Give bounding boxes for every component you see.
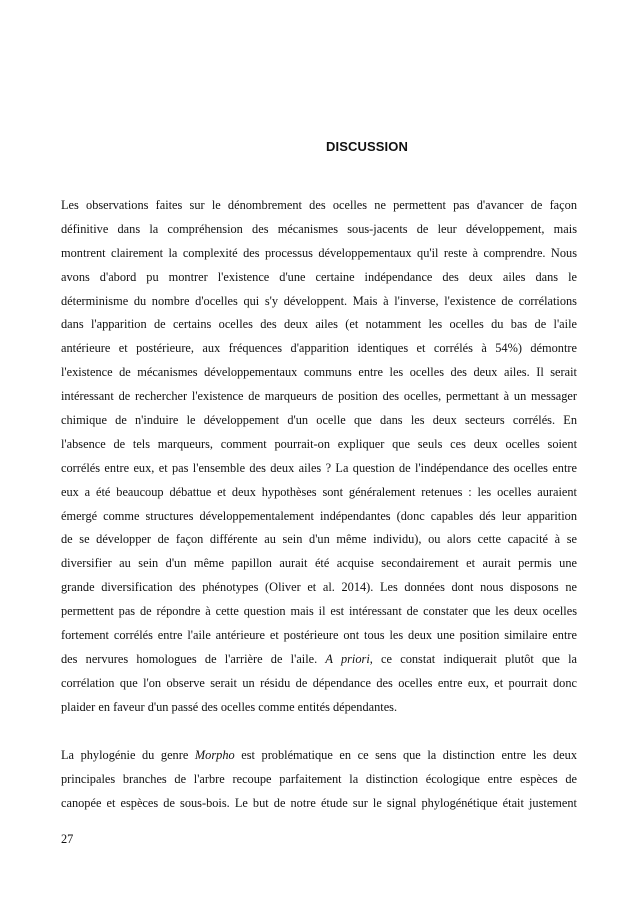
text-line: principales branches de l'arbre recoupe parfaitement la distinction écologique entre espèces de	[61, 771, 577, 786]
text-line: définitive dans la compréhension des mécanismes sous-jacents de leur développement, mais	[61, 221, 577, 236]
text-line	[61, 648, 577, 672]
paragraph-discussion-2	[61, 744, 577, 816]
text-line: déterminisme du nombre d'ocelles qui s'y développent. Mais à l'inverse, l'existence de corrélations	[61, 293, 577, 308]
text-line: de se développer de façon différente au sein d'un même individu), ou alors cette capacité à se	[61, 532, 577, 547]
text-line: l'existence de mécanismes développementaux communs entre les ocelles des deux ailes. Il serait	[61, 365, 577, 380]
page-number: 27	[61, 832, 74, 846]
text-line: antérieure et postérieure, aux fréquences d'apparition identiques et corrélés à 54%) démontre	[61, 341, 577, 356]
text-fragment: des nervures homologues de l'arrière de l'aile.	[61, 651, 326, 666]
italic-genus-morpho: Morpho	[194, 748, 235, 762]
text-line: diversifier au sein d'un même papillon aurait été acquise secondairement et aurait permis une	[61, 556, 577, 571]
text-line: émergé comme structures développementalement indépendantes (donc capables dés leur apparition	[61, 508, 577, 523]
text-fragment: La phylogénie du genre	[61, 748, 195, 762]
section-heading: DISCUSSION	[326, 139, 408, 154]
paragraph-discussion-1	[61, 194, 577, 720]
text-line: intéressant de rechercher l'existence de marqueurs de position des ocelles, permettant à un messager	[61, 389, 577, 404]
text-line: corrélation que l'on observe serait un résidu de dépendance des ocelles entre eux, et pourrait donc	[61, 675, 577, 690]
text-fragment: , ce constat indiquerait plutôt que la	[369, 651, 577, 666]
text-line: Les observations faites sur le dénombrement des ocelles ne permettent pas d'avancer de façon	[61, 198, 577, 212]
text-line: grande diversification des phénotypes (Oliver et al. 2014). Les données dont nous disposons ne	[61, 580, 577, 595]
text-line: plaider en faveur d'un passé des ocelles comme entités dépendantes.	[61, 699, 398, 714]
text-line: eux a été beaucoup débattue et deux hypothèses sont généralement retenues : les ocelles auraient	[61, 484, 577, 499]
text-line: chimique de n'induire le développement d'un ocelle que dans les deux secteurs corrélés. En	[61, 413, 577, 428]
text-line	[61, 744, 577, 768]
text-line: l'absence de tels marqueurs, comment pourrait-on expliquer que seuls ces deux ocelles soient	[61, 436, 577, 451]
text-line: fortement corrélés entre l'aile antérieure et postérieure ont tous les deux une position similaire entre	[61, 628, 577, 643]
text-fragment: est problématique en ce sens que la distinction entre les deux	[234, 748, 577, 762]
text-line: canopée et espèces de sous-bois. Le but de notre étude sur le signal phylogénétique était justement	[61, 795, 577, 810]
text-line: montrent clairement la complexité des processus développementaux qu'il reste à comprendre. Nous	[61, 245, 577, 260]
text-line: permettent pas de répondre à cette question mais il est intéressant de constater que les deux ocelles	[61, 604, 577, 619]
italic-term-a-priori: A priori	[325, 651, 370, 666]
text-line: dans l'apparition de certains ocelles des deux ailes (et notamment les ocelles du bas de l'aile	[61, 317, 577, 332]
text-line: avons d'abord pu montrer l'existence d'une certaine indépendance des deux ailes dans le	[61, 269, 577, 284]
text-line: corrélés entre eux, et pas l'ensemble des deux ailes ? La question de l'indépendance des ocelles entre	[61, 460, 577, 475]
